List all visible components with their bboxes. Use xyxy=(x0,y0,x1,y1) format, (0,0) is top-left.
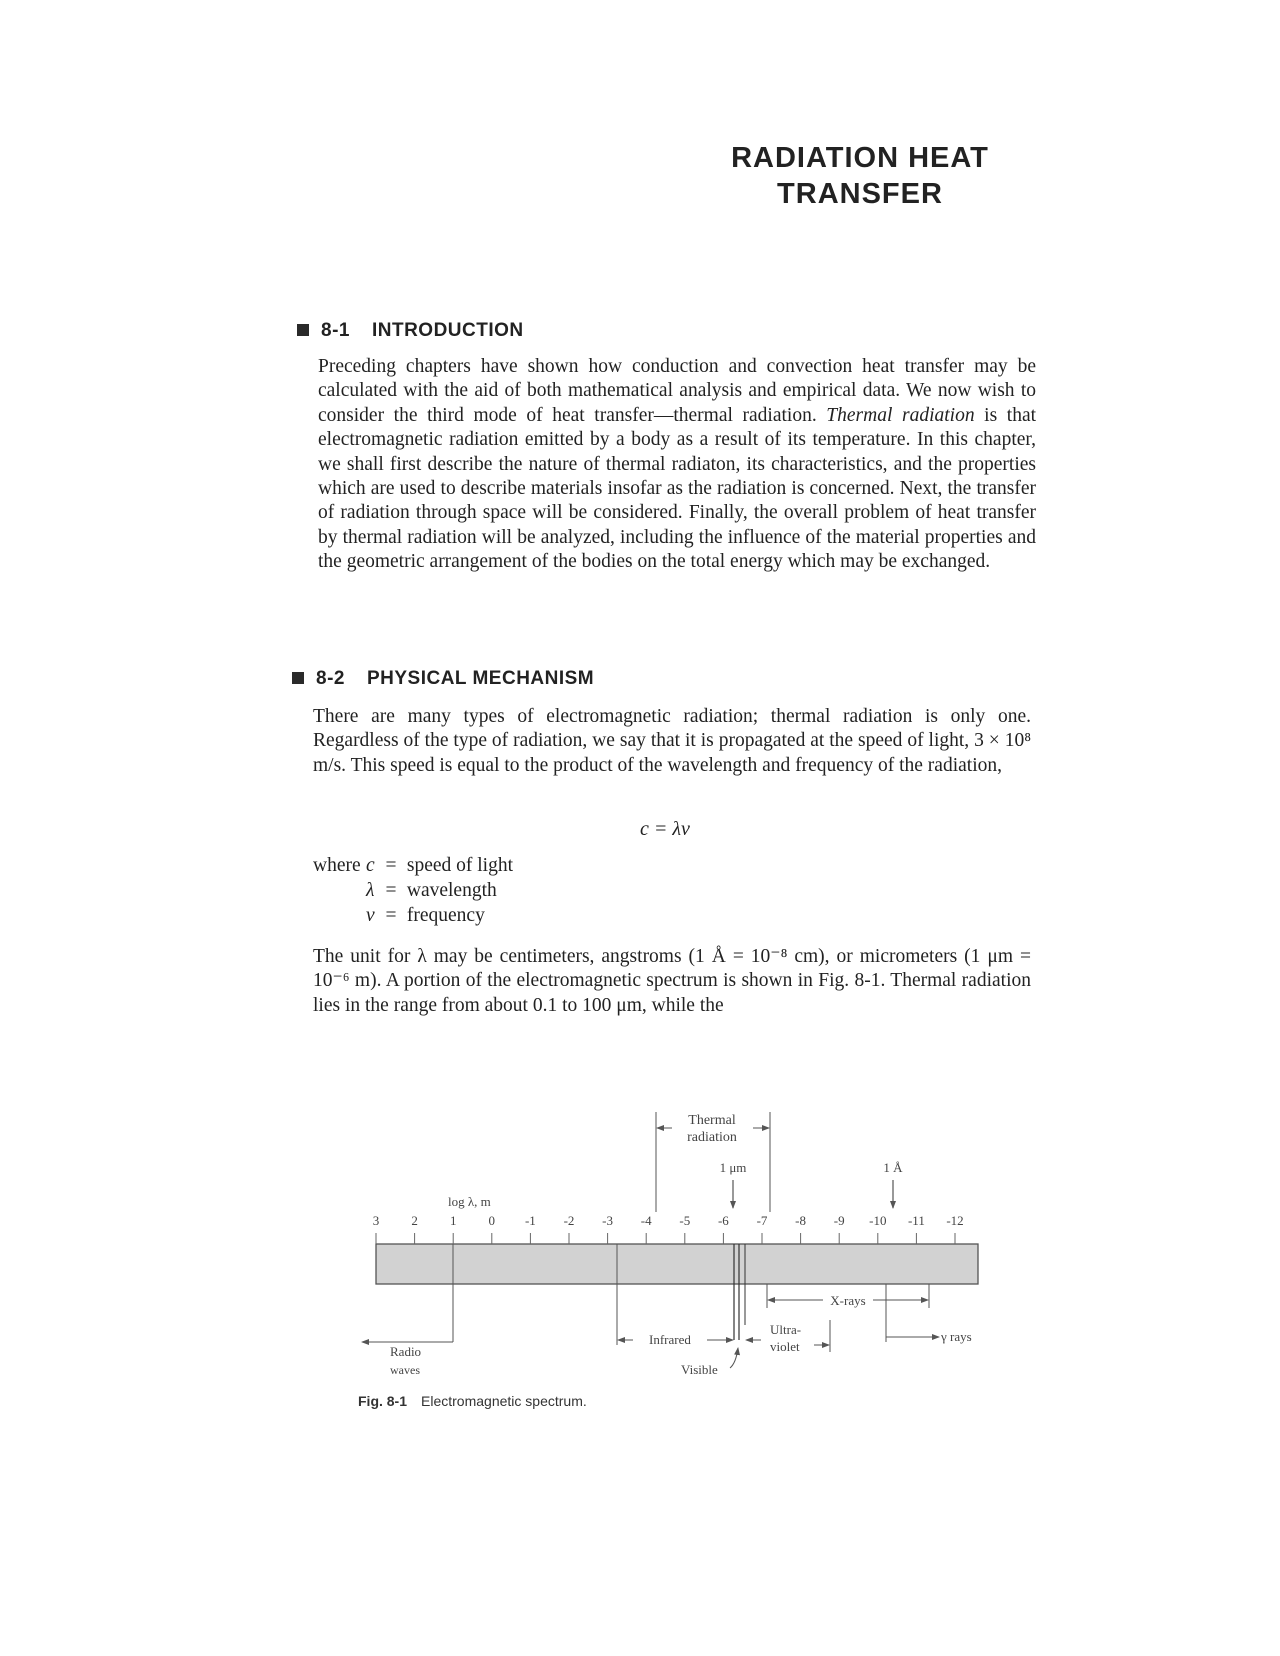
tick-label: -3 xyxy=(602,1213,614,1228)
tick-label: -4 xyxy=(640,1213,652,1228)
infrared-label: Infrared xyxy=(649,1332,691,1347)
tick-label: -11 xyxy=(907,1213,925,1228)
definition-equals: = xyxy=(385,880,397,901)
visible-arrow xyxy=(730,1348,738,1368)
speed-equation: c = λν xyxy=(640,818,690,840)
xrays-label: X-rays xyxy=(830,1293,866,1308)
gamma-label: γ rays xyxy=(941,1329,972,1344)
section-title: INTRODUCTION xyxy=(371,320,524,341)
definition-symbol: ν xyxy=(366,905,375,926)
section-title: PHYSICAL MECHANISM xyxy=(366,668,595,689)
ultraviolet-label-1: Ultra- xyxy=(770,1322,802,1337)
tick-label: -10 xyxy=(869,1213,887,1228)
micron-label: 1 μm xyxy=(719,1160,747,1175)
radio-label-2: waves xyxy=(390,1363,420,1377)
definition-symbol: c xyxy=(366,855,375,876)
definition-meaning: frequency xyxy=(406,905,485,926)
thermal-label-1: Thermal xyxy=(688,1113,736,1128)
definition-prefix: where xyxy=(313,855,361,876)
tick-labels xyxy=(373,1213,964,1228)
visible-label: Visible xyxy=(681,1362,718,1377)
tick-label: -6 xyxy=(717,1213,729,1228)
chapter-title-line-1: RADIATION HEAT xyxy=(731,142,989,174)
definition-meaning: speed of light xyxy=(406,855,514,876)
angstrom-label: 1 Å xyxy=(883,1160,903,1175)
tick-label: 3 xyxy=(372,1213,380,1228)
section-number: 8-1 xyxy=(321,320,350,341)
axis-label: log λ, m xyxy=(448,1194,491,1209)
tick-marks xyxy=(376,1233,955,1244)
tick-label: 2 xyxy=(411,1213,418,1228)
intro-term: Thermal radiation xyxy=(826,404,975,426)
intro-text-end: is that electromagnetic radiation emitted by a body as a result of its temperature. In this chapter, we shall first describe the nature of thermal radiaton, its characteristics, and the properties which are used to describe materials insofar as the radiation is concerned. Next, the transfer of radiation through space will be considered. Finally, the overall problem of heat transfer by thermal radiation will be analyzed, including the influence of the material properties and the geometric arrangement of the bodies on the total energy which may be exchanged. xyxy=(318,404,1037,573)
definition-equals: = xyxy=(385,905,397,926)
mechanism-paragraph: There are many types of electromagnetic radiation; thermal radiation is only one. Regardless of the type of radiation, we say that it is propagated at the speed of light, 3 × 10⁸ m/s. This speed is equal to the product of the wavelength and frequency of the radiation, xyxy=(313,706,1031,776)
figure-caption-label: Fig. 8-1 xyxy=(358,1393,408,1409)
tick-label: -8 xyxy=(795,1213,807,1228)
tick-label: 1 xyxy=(449,1213,457,1228)
tick-label: -12 xyxy=(946,1213,964,1228)
spectrum-band xyxy=(376,1244,978,1284)
tick-label: 0 xyxy=(488,1213,496,1228)
radio-label-1: Radio xyxy=(390,1344,422,1359)
figure-caption xyxy=(358,1393,587,1409)
section-number: 8-2 xyxy=(316,668,345,689)
definition-symbol: λ xyxy=(366,880,375,901)
intro-text-start: Preceding chapters have shown how conduction and convection heat transfer may be calculated with the aid of both mathematical analysis and empirical data. We now wish to consider the third mode of heat transfer—thermal radiation. xyxy=(318,356,1036,426)
tick-label: -2 xyxy=(563,1213,575,1228)
chapter-title-line-2: TRANSFER xyxy=(777,178,943,210)
tick-label: -1 xyxy=(524,1213,536,1228)
tick-label: -5 xyxy=(679,1213,691,1228)
thermal-label-2: radiation xyxy=(687,1130,737,1145)
units-paragraph: The unit for λ may be centimeters, angstroms (1 Å = 10⁻⁸ cm), or micrometers (1 μm = 10⁻⁶ m). A portion of the electromagnetic spectrum is shown in Fig. 8-1. Thermal radiation lies in the range from about 0.1 to 100 μm, while the xyxy=(313,946,1031,1016)
definition-meaning: wavelength xyxy=(406,880,497,901)
tick-label: -9 xyxy=(833,1213,845,1228)
ultraviolet-label-2: violet xyxy=(770,1339,800,1354)
definition-equals: = xyxy=(385,855,397,876)
figure-caption-text: Electromagnetic spectrum. xyxy=(421,1393,587,1409)
tick-label: -7 xyxy=(756,1213,768,1228)
